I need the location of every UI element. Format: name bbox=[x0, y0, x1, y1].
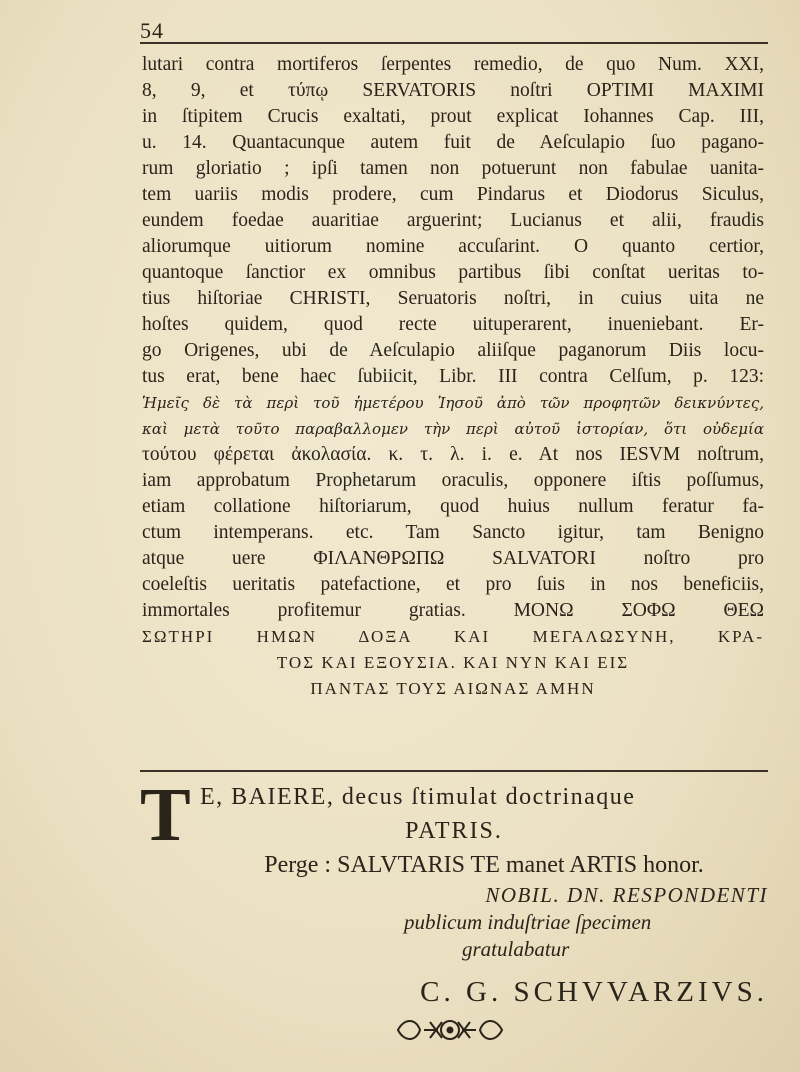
greek-quote-line: Ἡμεῖς δὲ τὰ περὶ τοῦ ἡμετέρου Ἰησοῦ ἀπὸ τῶν προφητῶν δεικνύντες, bbox=[142, 394, 764, 412]
text-line: go Origenes, ubi de Aeſculapio aliiſque paganorum Diis locu- bbox=[142, 340, 764, 361]
doxology-line: ΤΟΣ ΚΑΙ ΕΞΟΥΣΙΑ. ΚΑΙ ΝΥΝ ΚΑΙ ΕΙΣ bbox=[276, 653, 630, 672]
dedication-line: NOBIL. DN. RESPONDENTI bbox=[485, 883, 768, 907]
text-line: lutari contra mortiferos ſerpentes remedio, de quo Num. XXI, bbox=[142, 54, 764, 75]
text-line: τούτου φέρεται ἀκολασία. κ. τ. λ. i. e. At nos IESVM noſtrum, bbox=[142, 444, 764, 465]
text-line: quantoque ſanctior ex omnibus partibus ſibi conſtat ueritas to- bbox=[142, 262, 764, 283]
header-rule bbox=[140, 42, 768, 44]
page-number: 54 bbox=[140, 18, 164, 43]
drop-cap: T bbox=[140, 773, 191, 857]
text-line: ctum intemperans. etc. Tam Sancto igitur, tam Benigno bbox=[142, 522, 764, 543]
text-line: tem uariis modis prodere, cum Pindarus et Diodorus Siculus, bbox=[142, 184, 764, 205]
text-line: hoſtes quidem, quod recte uituperarent, inueniebant. Er- bbox=[142, 314, 764, 335]
text-line: u. 14. Quantacunque autem fuit de Aeſculapio ſuo pagano- bbox=[142, 132, 764, 153]
dedication bbox=[140, 882, 768, 963]
text-line: rum gloriatio ; ipſi tamen non potuerunt non fabulae uanita- bbox=[142, 158, 764, 179]
text-line: eundem foedae auaritiae arguerint; Lucianus et alii, fraudis bbox=[142, 210, 764, 231]
text-line: atque uere ΦΙΛΑΝΘΡΩΠΩ SALVATORI noſtro pro bbox=[142, 548, 764, 569]
poem-line: Perge : SALVTARIS TE manet ARTIS honor. bbox=[264, 852, 704, 878]
dedication-line: publicum induſtriae ſpecimen bbox=[404, 910, 652, 934]
doxology-line: ΣΩΤΗΡΙ ΗΜΩΝ ΔΟΞΑ ΚΑΙ ΜΕΓΑΛΩΣΥΝΗ, ΚΡΑ- bbox=[142, 627, 764, 646]
text-line: iam approbatum Prophetarum oraculis, opponere iſtis poſſumus, bbox=[142, 470, 764, 491]
greek-quote-line: καὶ μετὰ τοῦτο παραβαλλομεν τὴν περὶ αὐτοῦ ἱστορίαν, ὅτι οὐδεμία bbox=[142, 420, 764, 438]
text-line: coeleſtis ueritatis patefactione, et pro ſuis in nos beneficiis, bbox=[142, 574, 764, 595]
main-text-block bbox=[142, 52, 764, 702]
text-line: etiam collatione hiſtoriarum, quod huius nullum feratur fa- bbox=[142, 496, 764, 517]
section-rule bbox=[140, 770, 768, 772]
tailpiece-ornament-icon bbox=[390, 1014, 510, 1046]
text-line: aliorumque uitiorum nomine accuſarint. O quanto certior, bbox=[142, 236, 764, 257]
poem-line: PATRIS. bbox=[405, 818, 503, 844]
author-signature: C. G. SCHVVARZIVS. bbox=[420, 976, 768, 1008]
text-line: tus erat, bene haec ſubiicit, Libr. III contra Celſum, p. 123: bbox=[142, 366, 764, 387]
text-line: immortales profitemur gratias. ΜΟΝΩ ΣΟΦΩ ΘΕΩ bbox=[142, 600, 764, 621]
poem-line: E, BAIERE, decus ſtimulat doctrinaque bbox=[200, 784, 636, 810]
doxology-line: ΠΑΝΤΑΣ ΤΟΥΣ ΑΙΩΝΑΣ ΑΜΗΝ bbox=[310, 679, 596, 698]
text-line: in ſtipitem Crucis exaltati, prout explicat Iohannes Cap. III, bbox=[142, 106, 764, 127]
text-line: tius hiſtoriae CHRISTI, Seruatoris noſtri, in cuius uita ne bbox=[142, 288, 764, 309]
text-line: 8, 9, et τύπῳ SERVATORIS noſtri OPTIMI MAXIMI bbox=[142, 80, 764, 101]
dedication-line: gratulabatur bbox=[462, 937, 570, 961]
